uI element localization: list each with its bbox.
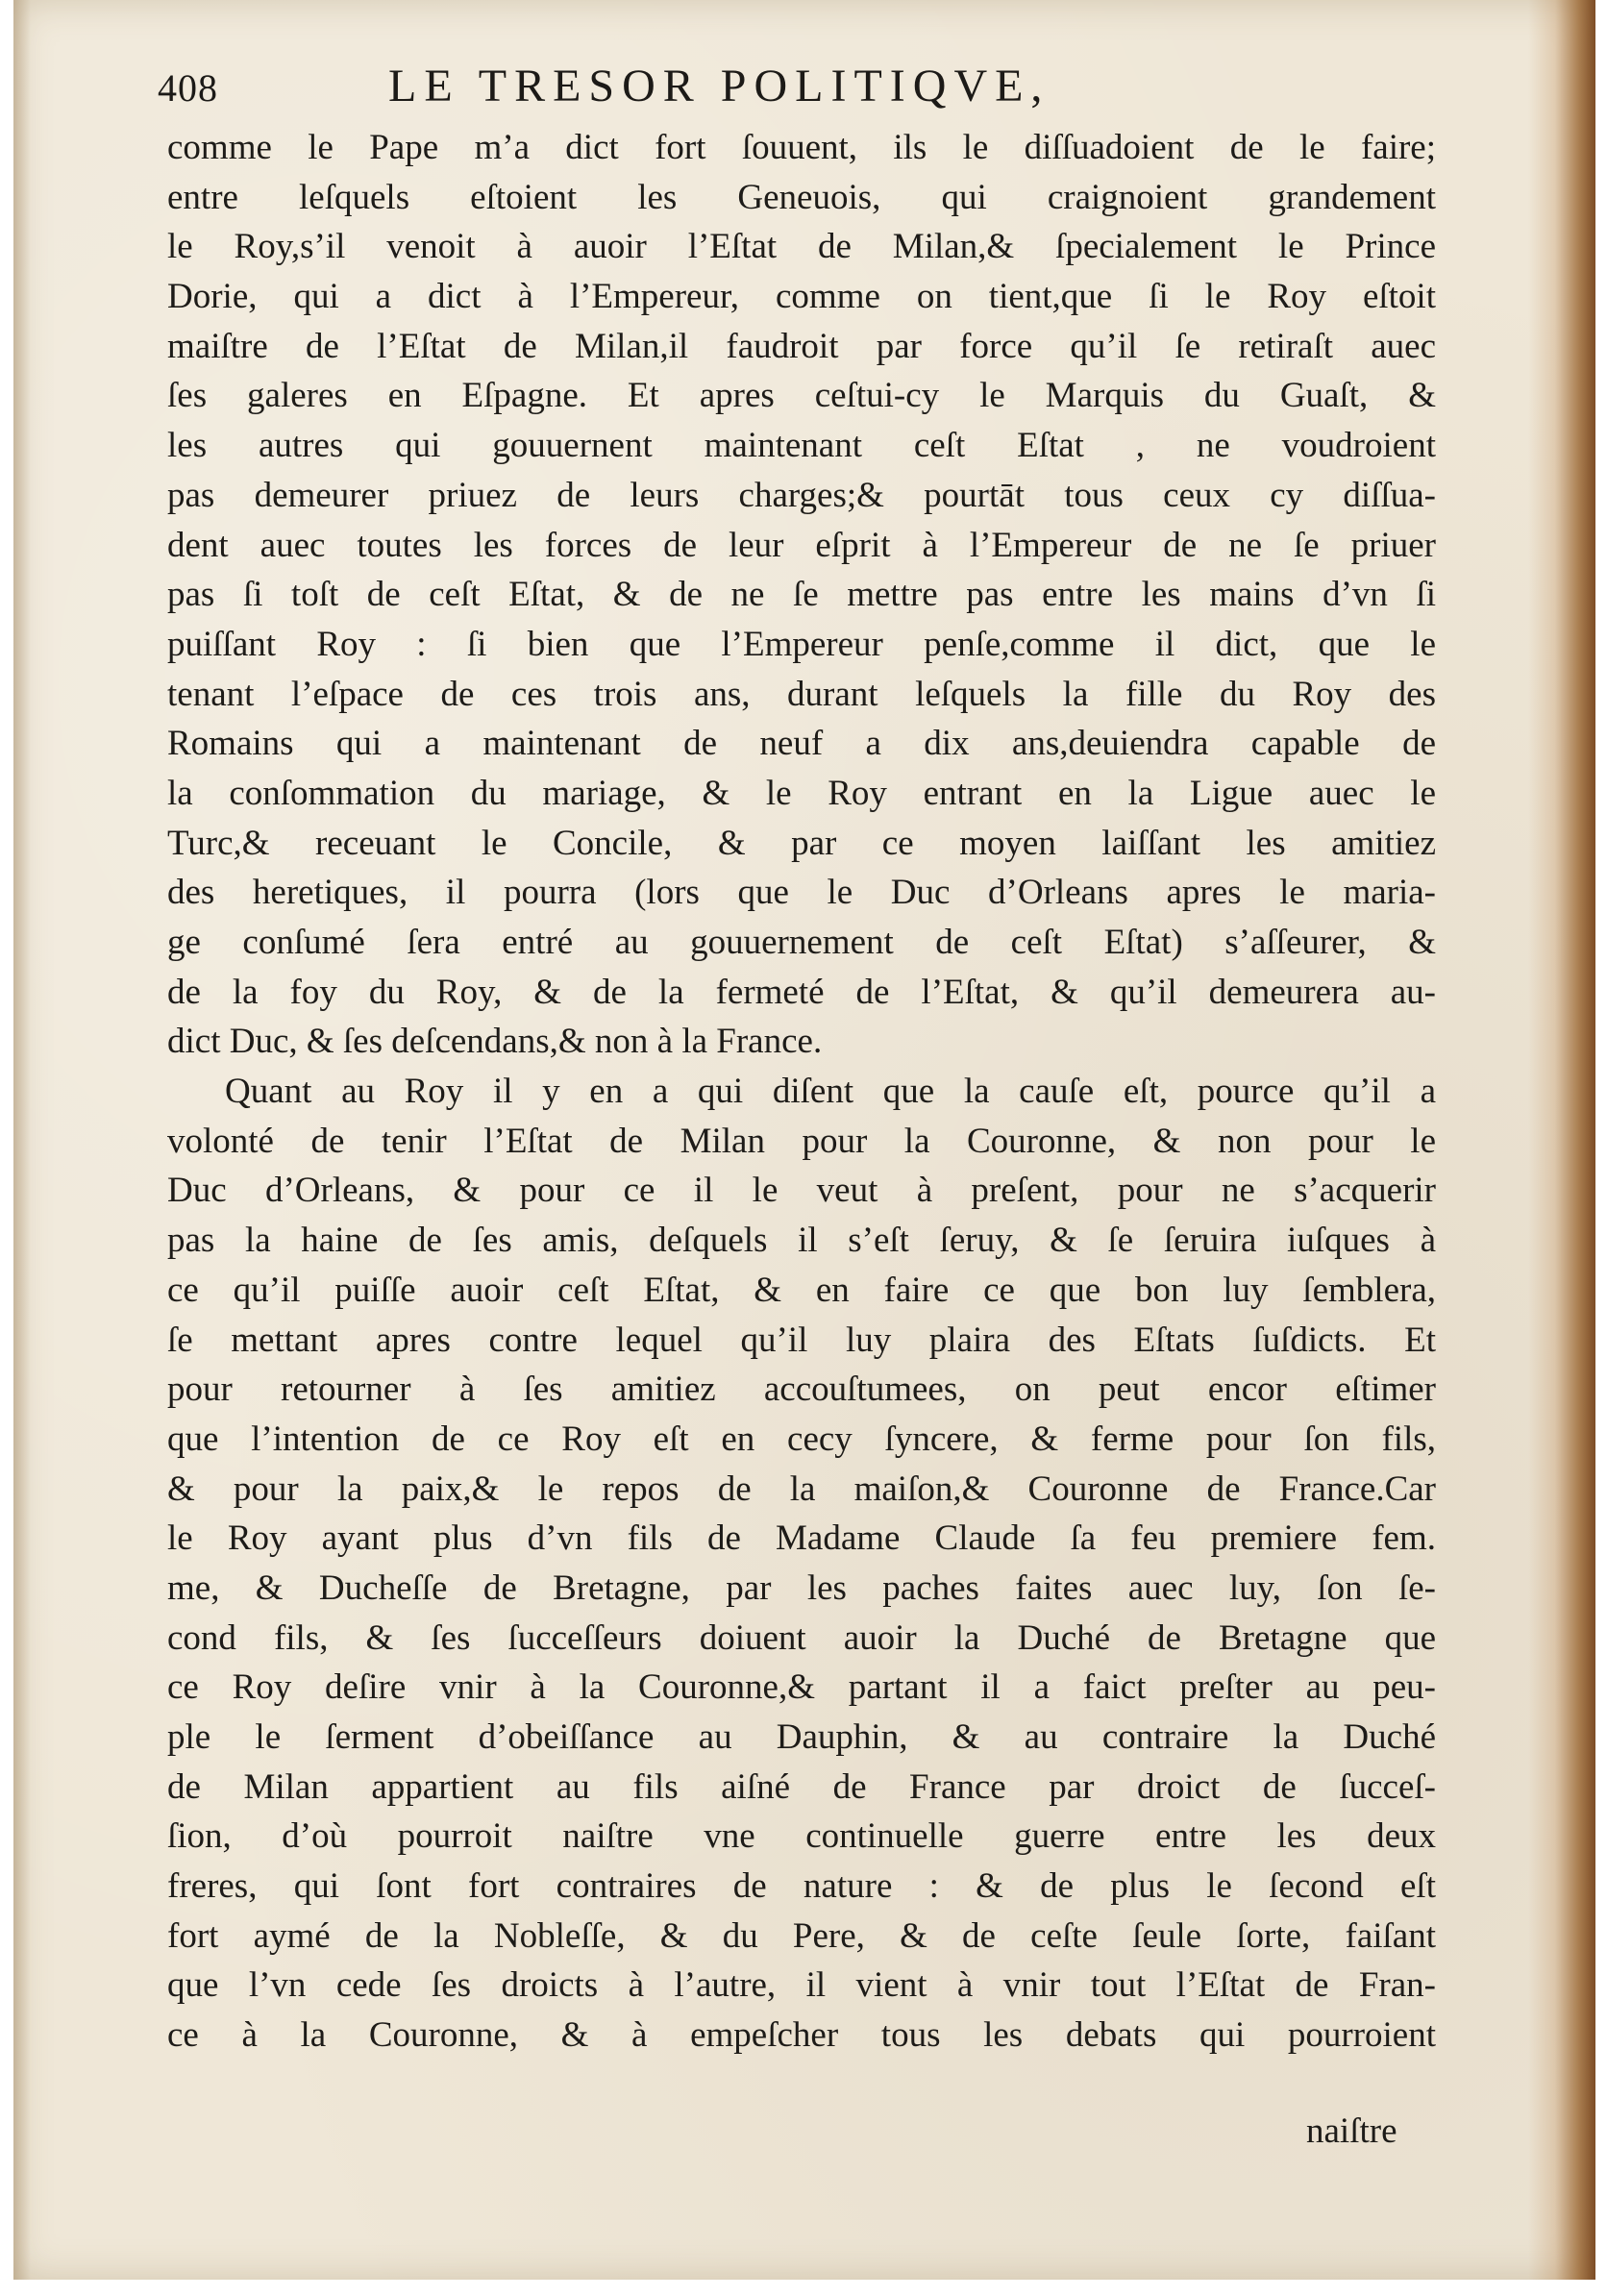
text-line: tenant l’eſpace de ces trois ans, durant leſquels la fille du Roy des [167, 674, 1436, 714]
text-line: de Milan appartient au fils aiſné de France par droict de ſucceſ- [167, 1766, 1436, 1807]
text-line: me, & Ducheſſe de Bretagne, par les paches faites auec luy, ſon ſe- [167, 1568, 1436, 1608]
text-line: Dorie, qui a dict à l’Empereur, comme on tient,que ſi le Roy eſtoit [167, 277, 1436, 317]
text-line: la conſommation du mariage, & le Roy entrant en la Ligue auec le [167, 773, 1436, 813]
text-line: des heretiques, il pourra (lors que le Duc d’Orleans apres le maria- [167, 873, 1436, 913]
text-line: Romains qui a maintenant de neuf a dix ans,deuiendra capable de [167, 724, 1436, 764]
body-text [167, 123, 1436, 2061]
text-line: cond fils, & ſes ſucceſſeurs doiuent auoir la Duché de Bretagne que [167, 1617, 1436, 1658]
text-line: ce qu’il puiſſe auoir ceſt Eſtat, & en faire ce que bon luy ſemblera, [167, 1270, 1436, 1310]
text-line: ge conſumé ſera entré au gouuernement de ceſt Eſtat) s’aſſeurer, & [167, 923, 1436, 962]
text-line: pas ſi toſt de ceſt Eſtat, & de ne ſe mettre pas entre les mains d’vn ſi [167, 575, 1436, 615]
page-number: 408 [158, 66, 218, 110]
text-line: pas demeurer priuez de leurs charges;& pourtāt tous ceux cy diſſua- [167, 475, 1436, 515]
page-left-edge [13, 0, 31, 2280]
catchword: naiſtre [1306, 2111, 1397, 2151]
text-line: Turc,& receuant le Concile, & par ce moyen laiſſant les amitiez [167, 823, 1436, 863]
text-line: volonté de tenir l’Eſtat de Milan pour la Couronne, & non pour le [167, 1121, 1436, 1161]
text-line: dent auec toutes les forces de leur eſprit à l’Empereur de ne ſe priuer [167, 525, 1436, 565]
text-line: freres, qui ſont fort contraires de nature : & de plus le ſecond eſt [167, 1866, 1436, 1907]
text-line: que l’vn cede ſes droicts à l’autre, il vient à vnir tout l’Eſtat de Fran- [167, 1965, 1436, 2006]
page-header [158, 60, 1455, 117]
text-line: puiſſant Roy : ſi bien que l’Empereur penſe,comme il dict, que le [167, 624, 1436, 664]
text-line: entre leſquels eſtoient les Geneuois, qui craignoient grandement [167, 177, 1436, 217]
text-line: de la foy du Roy, & de la fermeté de l’Eſtat, & qu’il demeurera au- [167, 972, 1436, 1012]
text-line: ſion, d’où pourroit naiſtre vne continuelle guerre entre les deux [167, 1816, 1436, 1857]
paragraph-start-line: Quant au Roy il y en a qui diſent que la cauſe eſt, pource qu’il a [225, 1072, 1436, 1112]
text-line: le Roy,s’il venoit à auoir l’Eſtat de Milan,& ſpecialement le Prince [167, 227, 1436, 267]
page-gutter-edge [1528, 0, 1595, 2280]
text-line: les autres qui gouuernent maintenant ceſt Eſtat , ne voudroient [167, 426, 1436, 466]
text-line: & pour la paix,& le repos de la maiſon,& Couronne de France.Car [167, 1469, 1436, 1509]
text-line: comme le Pape m’a dict fort ſouuent, ils le diſſuadoient de le faire; [167, 128, 1436, 167]
text-line: ſe mettant apres contre lequel qu’il luy plaira des Eſtats ſuſdicts. Et [167, 1320, 1436, 1360]
text-line: pour retourner à ſes amitiez accouſtumees, on peut encor eſtimer [167, 1370, 1436, 1410]
text-line: Duc d’Orleans, & pour ce il le veut à preſent, pour ne s’acquerir [167, 1171, 1436, 1211]
book-page [13, 0, 1595, 2280]
text-line: ſes galeres en Eſpagne. Et apres ceſtui-cy le Marquis du Guaſt, & [167, 376, 1436, 416]
text-line: ce Roy deſire vnir à la Couronne,& partant il a faict preſter au peu- [167, 1667, 1436, 1708]
text-line: fort aymé de la Nobleſſe, & du Pere, & de ceſte ſeule ſorte, faiſant [167, 1915, 1436, 1956]
text-line: maiſtre de l’Eſtat de Milan,il faudroit par force qu’il ſe retiraſt auec [167, 326, 1436, 366]
text-line: ce à la Couronne, & à empeſcher tous les debats qui pourroient [167, 2015, 1436, 2056]
text-line: ple le ſerment d’obeiſſance au Dauphin, & au contraire la Duché [167, 1717, 1436, 1757]
text-line: que l’intention de ce Roy eſt en cecy ſyncere, & ferme pour ſon fils, [167, 1419, 1436, 1459]
text-line: le Roy ayant plus d’vn fils de Madame Claude ſa feu premiere fem. [167, 1518, 1436, 1559]
running-title: LE TRESOR POLITIQVE, [388, 61, 1051, 111]
text-line: pas la haine de ſes amis, deſquels il s’eſt ſeruy, & ſe ſeruira iuſques à [167, 1221, 1436, 1261]
paragraph-end-line: dict Duc, & ſes deſcendans,& non à la France. [167, 1022, 823, 1062]
